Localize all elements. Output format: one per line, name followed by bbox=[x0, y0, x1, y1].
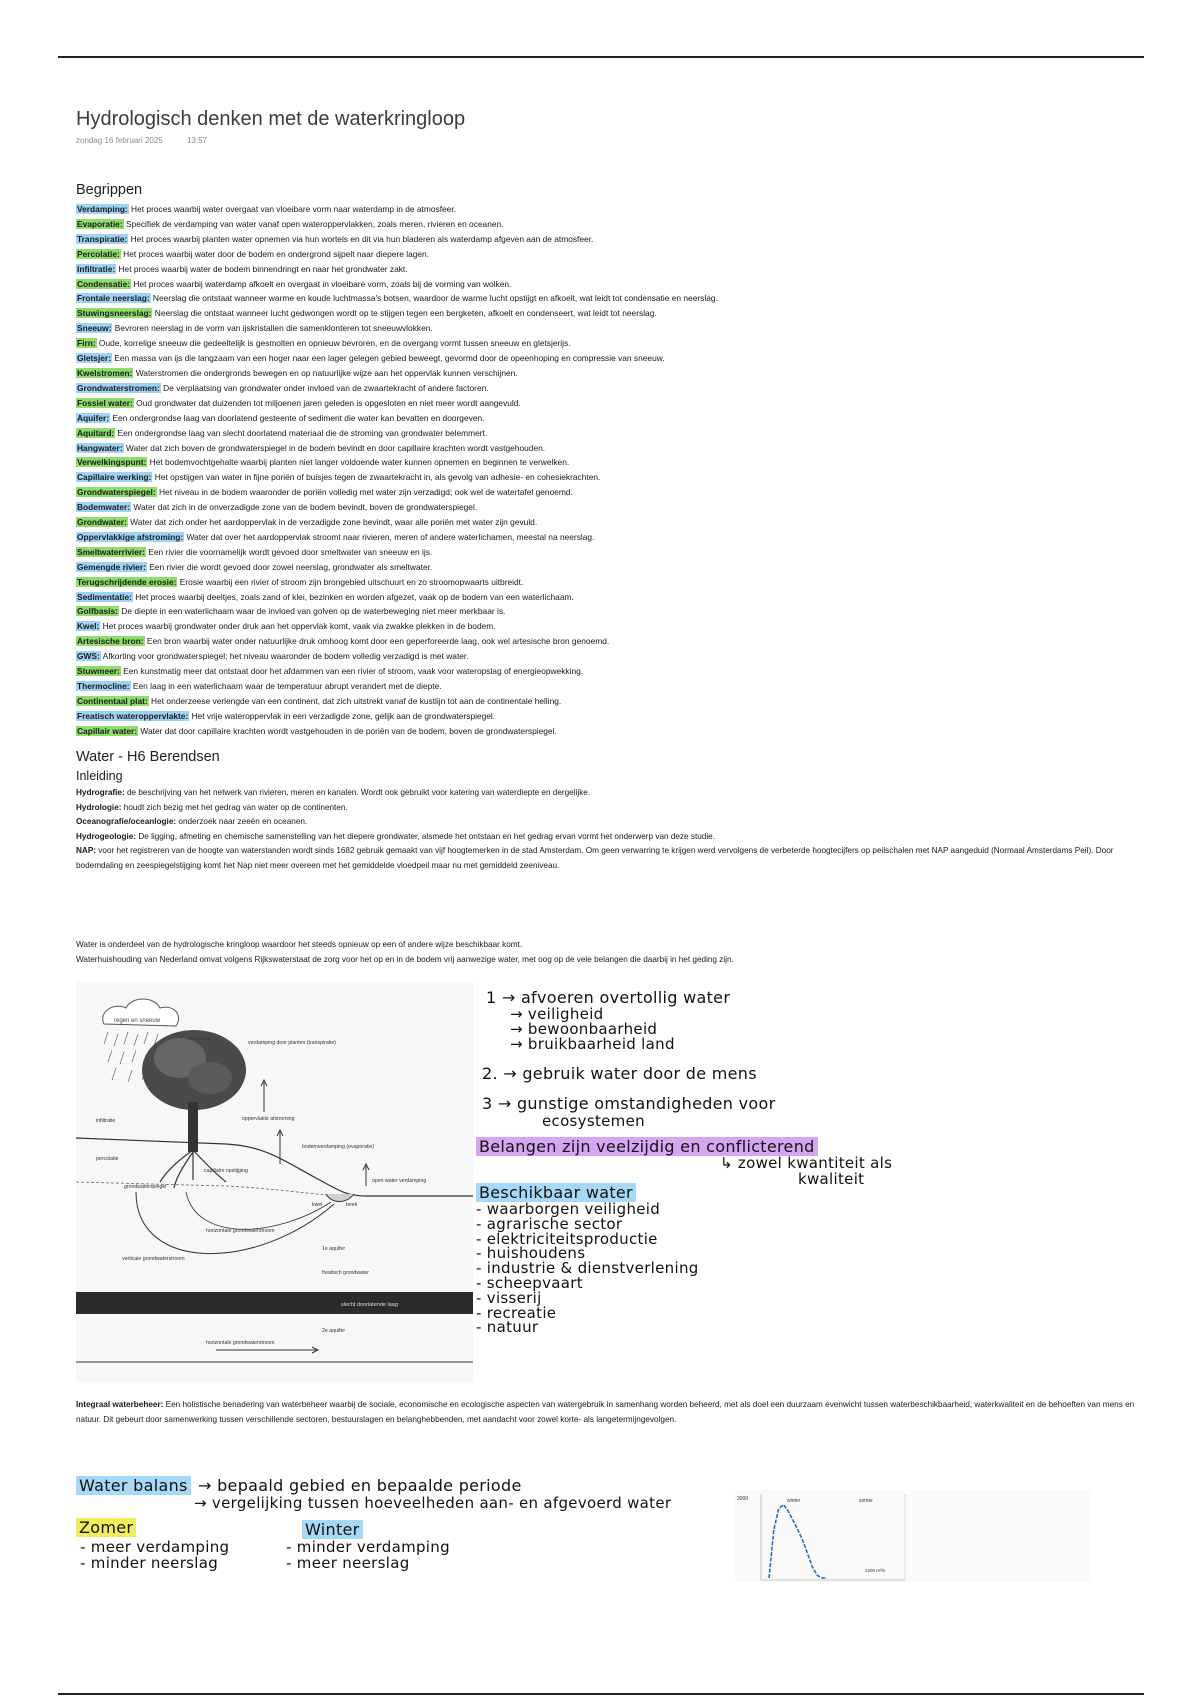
definition-item bbox=[76, 455, 1156, 470]
begrippen-heading: Begrippen bbox=[76, 182, 143, 198]
definition-item bbox=[76, 470, 1156, 485]
bottom-rule bbox=[58, 1693, 1144, 1695]
definition-item bbox=[76, 366, 1156, 381]
diagram-label-interceptie: interceptie bbox=[188, 1036, 212, 1042]
definition-item bbox=[76, 545, 1156, 560]
definition-term: Frontale neerslag: bbox=[77, 293, 150, 304]
intro-text: de beschrijving van het netwerk van rivieren, meren en kanalen. Wordt ook gebruikt voor katering van waterdiepte en dergelijke. bbox=[124, 788, 591, 797]
definition-term: Golfbasis: bbox=[77, 606, 118, 617]
definition-term: Bodemwater: bbox=[77, 502, 131, 513]
beschikbaar-item: - natuur bbox=[476, 1318, 539, 1337]
definition-term: Oppervlakkige afstroming: bbox=[77, 531, 184, 542]
definition-item bbox=[76, 634, 1156, 649]
definition-text: Een kunstmatig meer dat ontstaat door het afdammen van een rivier of stroom, vaak voor wateropslag of energieopwekking. bbox=[120, 666, 584, 677]
beschikbaar-item: - waarborgen veiligheid bbox=[476, 1200, 661, 1218]
integraal-paragraph bbox=[76, 1398, 1146, 1427]
definition-term: Gemengde rivier: bbox=[77, 561, 146, 572]
definition-item bbox=[76, 619, 1156, 634]
waterbalans-title bbox=[76, 1476, 191, 1495]
definition-item bbox=[76, 381, 1156, 396]
zomer-item-2: - minder neerslag bbox=[80, 1554, 219, 1572]
note-gebruik: 2. → gebruik water door de mens bbox=[482, 1064, 757, 1083]
definition-text: Een ondergrondse laag van doorlatend gesteente of sediment die water kan bevatten en doorgeven. bbox=[110, 412, 485, 423]
definition-item bbox=[76, 664, 1156, 679]
zomer-highlight: Zomer bbox=[76, 1518, 136, 1537]
definition-text: Het bodemvochtgehalte waarbij planten niet langer voldoende water kunnen opnemen en beginnen te verwelken. bbox=[147, 457, 570, 468]
definition-item bbox=[76, 426, 1156, 441]
diagram-label-freatisch: freatisch grondwater bbox=[322, 1270, 369, 1276]
definition-text: Het niveau in de bodem waaronder de poriën volledig met water zijn verzadigd; ook wel de watertafel genoemd. bbox=[156, 487, 573, 498]
diagram-label-capillaire: capillaire opstijging bbox=[204, 1168, 248, 1174]
integraal-term: Integraal waterbeheer: bbox=[76, 1400, 164, 1409]
definition-item bbox=[76, 515, 1156, 530]
belangen-highlight: Belangen zijn veelzijdig en conflicterend bbox=[476, 1137, 818, 1156]
definition-item bbox=[76, 575, 1156, 590]
definition-text: Een laag in een waterlichaam waar de temperatuur abrupt verandert met de diepte. bbox=[130, 681, 442, 691]
water-heading: Water - H6 Berendsen bbox=[76, 749, 220, 765]
definition-text: Het proces waarbij water door de bodem en ondergrond sijpelt naar diepere lagen. bbox=[120, 248, 430, 259]
definition-term: Transpiratie: bbox=[77, 233, 128, 244]
diagram-label-verdamping-planten: verdamping door planten (transpiratie) bbox=[248, 1040, 336, 1046]
definition-item bbox=[76, 500, 1156, 515]
intro-text: De ligging, afmeting en chemische samenstelling van het diepere grondwater, alsmede het ontstaan en het gedrag ervan vormt het onderwerp van deze studie. bbox=[136, 831, 715, 841]
definition-item bbox=[76, 247, 1156, 262]
definition-term: Aquifer: bbox=[77, 412, 110, 423]
definition-text: Bevroren neerslag in de vorm van ijskristallen die samenklonteren tot sneeuwvlokken. bbox=[112, 323, 433, 334]
chart-annotation: 2200 m³/s bbox=[865, 1568, 886, 1573]
definition-item bbox=[76, 202, 1156, 217]
definition-text: Oud grondwater dat duizenden tot miljoenen jaren geleden is opgesloten en niet meer wordt aangevuld. bbox=[133, 397, 521, 408]
note-veiligheid: → veiligheid bbox=[510, 1005, 604, 1023]
waterbalans-line2: → vergelijking tussen hoeveelheden aan- en afgevoerd water bbox=[194, 1494, 672, 1512]
definition-term: Condensatie: bbox=[77, 278, 131, 289]
definition-item bbox=[76, 724, 1156, 739]
winter-heading bbox=[302, 1520, 363, 1539]
definition-item bbox=[76, 560, 1156, 575]
intro-item bbox=[76, 801, 1136, 816]
definition-term: Grondwaterstromen: bbox=[77, 382, 160, 393]
definition-term: Verdamping: bbox=[77, 204, 128, 214]
diagram-label-open-water: open water verdamping bbox=[372, 1178, 427, 1184]
definition-term: Stuwingsneerslag: bbox=[77, 308, 152, 319]
intro-item bbox=[76, 844, 1136, 873]
waterhuishouding-text: Waterhuishouding van Nederland omvat volgens Rijkswaterstaat de zorg voor het op en in de bodem vrij aanwezige water, met oog op de vele belangen die daarbij in het geding zijn. bbox=[76, 954, 734, 964]
beschikbaar-item: - industrie & dienstverlening bbox=[476, 1259, 699, 1278]
definition-text: Het vrije wateroppervlak in een verzadigde zone, gelijk aan de grondwaterspiegel. bbox=[189, 710, 496, 721]
page-meta bbox=[76, 136, 229, 145]
intro-term: NAP: bbox=[76, 846, 97, 855]
winter-item-2: - meer neerslag bbox=[286, 1554, 410, 1572]
definition-term: Capillair water: bbox=[77, 725, 138, 736]
definition-text: Een massa van ijs die langzaam van een hoger naar een lager gelegen gebied beweegt, gevormd door de opeenhoping en compressie van sneeuw. bbox=[111, 353, 665, 364]
definition-term: Grondwaterspiegel: bbox=[77, 487, 156, 498]
definition-text: Waterstromen die ondergronds bewegen en op natuurlijke wijze aan het oppervlak kunnen verschijnen. bbox=[133, 367, 518, 378]
definition-item bbox=[76, 336, 1156, 351]
definition-item bbox=[76, 396, 1156, 411]
beschikbaar-item: - visserij bbox=[476, 1288, 542, 1307]
definition-item bbox=[76, 485, 1156, 500]
beschikbaar-item: - agrarische sector bbox=[476, 1214, 623, 1233]
definition-term: Hangwater: bbox=[77, 442, 123, 453]
definition-term: Terugschrijdende erosie: bbox=[77, 576, 177, 587]
definition-item bbox=[76, 291, 1156, 306]
hydro-paragraph bbox=[76, 938, 1146, 967]
intro-text: houdt zich bezig met het gedrag van water op de continenten. bbox=[121, 802, 348, 812]
note-gunstige: 3 → gunstige omstandigheden voor bbox=[482, 1094, 776, 1113]
definition-item bbox=[76, 530, 1156, 545]
zomer-heading bbox=[76, 1518, 136, 1537]
kringloop-text: Water is onderdeel van de hydrologische kringloop waardoor het steeds opnieuw op een of andere wijze beschikbaar komt. bbox=[76, 940, 523, 949]
top-rule bbox=[58, 56, 1144, 58]
inleiding-heading: Inleiding bbox=[76, 769, 123, 783]
note-kwaliteit: kwaliteit bbox=[798, 1170, 865, 1188]
page-time: 13:57 bbox=[186, 136, 207, 145]
definition-item bbox=[76, 217, 1156, 232]
definition-text: Water dat zich boven de grondwaterspiegel in de bodem bevindt en door capillaire krachten wordt vastgehouden. bbox=[123, 442, 546, 453]
chart-series-line bbox=[769, 1505, 827, 1578]
zomer-item-1: - meer verdamping bbox=[80, 1538, 230, 1556]
definition-text: Een rivier die wordt gevoed door zowel neerslag, grondwater als smeltwater. bbox=[146, 561, 433, 572]
intro-term: Oceanografie/oceanlogie: bbox=[76, 817, 177, 826]
diagram-label-percolatie: percolatie bbox=[96, 1156, 119, 1162]
beschikbaar-item: - huishoudens bbox=[476, 1244, 586, 1263]
diagram-label-slecht: slecht doorlatende laag bbox=[341, 1302, 398, 1308]
diagram-label-aquifer2: 2e aquifer bbox=[322, 1328, 346, 1334]
definition-text: Het proces waarbij planten water opnemen via hun wortels en dit via hun bladeren als waterdamp afgeven aan de atmosfeer. bbox=[128, 233, 594, 244]
intro-term: Hydrografie: bbox=[76, 788, 125, 797]
definition-text: Erosie waarbij een rivier of stroom zijn brongebied uitschuurt en zo stroomopwaarts uitbreidt. bbox=[177, 576, 524, 587]
winter-highlight: Winter bbox=[302, 1520, 363, 1539]
definition-text: Een bron waarbij water onder natuurlijke druk omhoog komt door een geperforeerde laag, ook wel artesische bron genoemd. bbox=[144, 636, 610, 647]
definition-term: GWS: bbox=[77, 651, 100, 662]
definition-text: Het proces waarbij deeltjes, zoals zand of klei, bezinken en worden afgezet, vaak op de bodem van een waterlichaam. bbox=[132, 591, 574, 602]
page-title: Hydrologisch denken met de waterkringloop bbox=[76, 108, 466, 130]
definition-list bbox=[76, 202, 1156, 739]
definition-term: Artesische bron: bbox=[77, 636, 144, 647]
definition-term: Kwel: bbox=[77, 621, 100, 632]
definition-term: Grondwater: bbox=[77, 517, 127, 528]
definition-item bbox=[76, 411, 1156, 426]
diagram-label-oppervlakte-afstroming: oppervlakte afstroming bbox=[242, 1116, 295, 1122]
diagram-label-horizontale-1: horizontale grondwaterstroom bbox=[206, 1228, 275, 1234]
definition-term: Verwelkingspunt: bbox=[77, 457, 147, 468]
diagram-label-gws: grondwaterspiegel bbox=[124, 1184, 167, 1190]
diagram-label-horizontale-2: horizontale grondwaterstroom bbox=[206, 1340, 275, 1346]
definition-term: Continentaal plat: bbox=[77, 695, 148, 706]
chart-ytick-top: 3000 bbox=[737, 1496, 749, 1502]
definition-text: Het opstijgen van water in fijne poriën of buisjes tegen de zwaartekracht in, als gevolg van adhesie- en cohesiekrachten. bbox=[152, 472, 601, 483]
definition-term: Gletsjer: bbox=[77, 353, 111, 364]
definition-text: Afkorting voor grondwaterspiegel; het niveau waaronder de bodem volledig verzadigd is met water. bbox=[100, 651, 469, 662]
definition-text: Het proces waarbij waterdamp afkoelt en overgaat in vloeibare vorm, zoals bij de vorming van wolken. bbox=[131, 278, 512, 289]
intro-text: voor het registreren van de hoogte van waterstanden wordt sinds 1682 gebruik gemaakt van vijf hoogtemerken in de stad Amsterdam. Om geen verwarring te krijgen werd vervolgens de verbeterde hoogtecijfers op peilschalen met NAP aangeduid (Normaal Amsterdams Peil). Door bodemdaling en zeespiegelstijging komt het Nap niet meer overeen met het gemiddelde vloedpeil maar nu met gemiddeld zeeniveau. bbox=[76, 846, 1114, 870]
definition-item bbox=[76, 351, 1156, 366]
integraal-text: Een holistische benadering van waterbeheer waarbij de sociale, economische en ecologische aspecten van watergebruik in samenhang worden beheerd, met als doel een duurzaam evenwicht tussen waterbeschikbaarheid, waterkwaliteit en de behoeften van mens en natuur. Dit gebeurt door samenwerking tussen verschillende sectoren, bestuurslagen en belanghebbenden, met aandacht voor zowel korte- als langetermijngevolgen. bbox=[76, 1400, 1135, 1424]
waterbalans-highlight: Water balans bbox=[76, 1476, 191, 1495]
definition-text: Neerslag die ontstaat wanneer lucht gedwongen wordt op te stijgen tegen een bergketen, afkoelt en condenseert, wat leidt tot neerslag. bbox=[152, 308, 657, 319]
definition-term: Sedimentatie: bbox=[77, 591, 132, 602]
definition-term: Stuwmeer: bbox=[77, 666, 120, 677]
note-bewoonbaarheid: → bewoonbaarheid bbox=[510, 1020, 658, 1038]
note-afvoeren: 1 → afvoeren overtollig water bbox=[486, 988, 731, 1007]
intro-item bbox=[76, 786, 1136, 801]
definition-text: De verplaatsing van grondwater onder invloed van de zwaartekracht of andere factoren. bbox=[160, 382, 489, 393]
diagram-label-kwel: kwel bbox=[312, 1202, 323, 1208]
definition-item bbox=[76, 321, 1156, 336]
definition-text: Een rivier die voornamelijk wordt gevoed door smeltwater van sneeuw en ijs. bbox=[145, 546, 433, 557]
intro-term: Hydrogeologie: bbox=[76, 831, 137, 841]
diagram-label-cloud: regen en sneeuw bbox=[114, 1018, 161, 1024]
beschikbaar-item: - elektriciteitsproductie bbox=[476, 1229, 658, 1248]
definition-term: Fossiel water: bbox=[77, 397, 133, 408]
beschikbaar-item: - scheepvaart bbox=[476, 1274, 583, 1292]
intro-term: Hydrologie: bbox=[76, 802, 122, 812]
diagram-label-bodemverdamping: bodemverdamping (evaporatie) bbox=[302, 1144, 375, 1150]
definition-item bbox=[76, 679, 1156, 694]
definition-item bbox=[76, 441, 1156, 456]
definition-term: Capillaire werking: bbox=[77, 472, 152, 483]
definition-term: Aquitard: bbox=[77, 427, 115, 438]
definition-text: Water dat zich in de onverzadigde zone van de bodem bevindt, boven de grondwaterspiegel. bbox=[131, 502, 478, 513]
winter-item-1: - minder verdamping bbox=[286, 1538, 450, 1556]
diagram-label-beek: beek bbox=[346, 1202, 358, 1208]
definition-item bbox=[76, 649, 1156, 664]
definition-term: Infiltratie: bbox=[77, 263, 116, 274]
chart-label-winter: winter bbox=[787, 1498, 801, 1504]
discharge-chart bbox=[735, 1490, 1091, 1582]
definition-term: Kwelstromen: bbox=[77, 367, 133, 378]
intro-item bbox=[76, 830, 1136, 845]
definition-term: Thermocline: bbox=[77, 681, 130, 691]
note-bruikbaarheid: → bruikbaarheid land bbox=[510, 1035, 675, 1053]
definition-item bbox=[76, 306, 1156, 321]
definition-item bbox=[76, 604, 1156, 619]
intro-item bbox=[76, 815, 1136, 830]
waterbalans-line1: → bepaald gebied en bepaalde periode bbox=[198, 1476, 522, 1495]
diagram-label-verticale: verticale grondwaterstroom bbox=[122, 1256, 185, 1262]
beschikbaar-highlight: Beschikbaar water bbox=[476, 1183, 636, 1202]
definition-term: Sneeuw: bbox=[77, 323, 112, 334]
page-date: zondag 16 februari 2025 bbox=[76, 136, 163, 145]
definition-text: De diepte in een waterlichaam waar de invloed van golven op de waterbeweging niet meer merkbaar is. bbox=[118, 606, 506, 617]
definition-item bbox=[76, 590, 1156, 605]
beschikbaar-item: - recreatie bbox=[476, 1303, 557, 1322]
definition-text: Het onderzeese verlengde van een continent, dat zich uitstrekt vanaf de kustlijn tot aan de continentale helling. bbox=[148, 695, 562, 706]
definition-text: Water dat over het aardoppervlak stroomt naar rivieren, meren of andere waterlichamen, meestal na neerslag. bbox=[184, 531, 595, 542]
definition-text: Water dat zich onder het aardoppervlak in de verzadigde zone bevindt, waar alle poriën met water zijn gevuld. bbox=[127, 517, 538, 528]
water-cycle-diagram bbox=[76, 982, 473, 1382]
definition-text: Een ondergrondse laag van slecht doorlatend materiaal die de stroming van grondwater belemmert. bbox=[115, 427, 488, 438]
definition-item bbox=[76, 694, 1156, 709]
definition-item bbox=[76, 277, 1156, 292]
definition-text: Het proces waarbij grondwater onder druk aan het oppervlak komt, vaak via zwakke plekken in de bodem. bbox=[100, 621, 496, 632]
definition-term: Percolatie: bbox=[77, 248, 120, 259]
definition-text: Oude, korrelige sneeuw die gedeeltelijk is gesmolten en opnieuw bevroren, en de overgang vormt tussen sneeuw en gletsjerijs. bbox=[96, 338, 571, 349]
definition-term: Smeltwaterrivier: bbox=[77, 546, 145, 557]
intro-text: onderzoek naar zeeën en oceanen. bbox=[176, 817, 308, 826]
diagram-label-infiltratie: infiltratie bbox=[96, 1118, 116, 1124]
note-kwantiteit: ↳ zowel kwantiteit als bbox=[720, 1154, 893, 1172]
chart-label-zomer: zomer bbox=[859, 1498, 873, 1504]
definition-term: Firn: bbox=[77, 338, 96, 349]
definition-term: Evaporatie: bbox=[77, 218, 123, 229]
definition-item bbox=[76, 709, 1156, 724]
definition-text: Neerslag die ontstaat wanneer warme en koude luchtmassa's botsen, waardoor de warme lucht opstijgt en afkoelt, wat leidt tot condensatie en neerslag. bbox=[150, 293, 718, 304]
definition-text: Water dat door capillaire krachten wordt vastgehouden in de poriën van de bodem, boven de grondwaterspiegel. bbox=[138, 725, 557, 736]
definition-text: Het proces waarbij water de bodem binnendringt en naar het grondwater zakt. bbox=[116, 263, 408, 274]
diagram-label-aquifer1: 1e aquifer bbox=[322, 1246, 346, 1252]
intro-definitions bbox=[76, 786, 1136, 873]
definition-item bbox=[76, 232, 1156, 247]
definition-item bbox=[76, 262, 1156, 277]
definition-text: Het proces waarbij water overgaat van vloeibare vorm naar waterdamp in de atmosfeer. bbox=[128, 204, 456, 214]
definition-text: Specifiek de verdamping van water vanaf open wateroppervlakken, zoals meren, rivieren en oceanen. bbox=[123, 218, 504, 229]
definition-term: Freatisch wateroppervlakte: bbox=[77, 710, 189, 721]
note-ecosystemen: ecosystemen bbox=[542, 1112, 645, 1130]
